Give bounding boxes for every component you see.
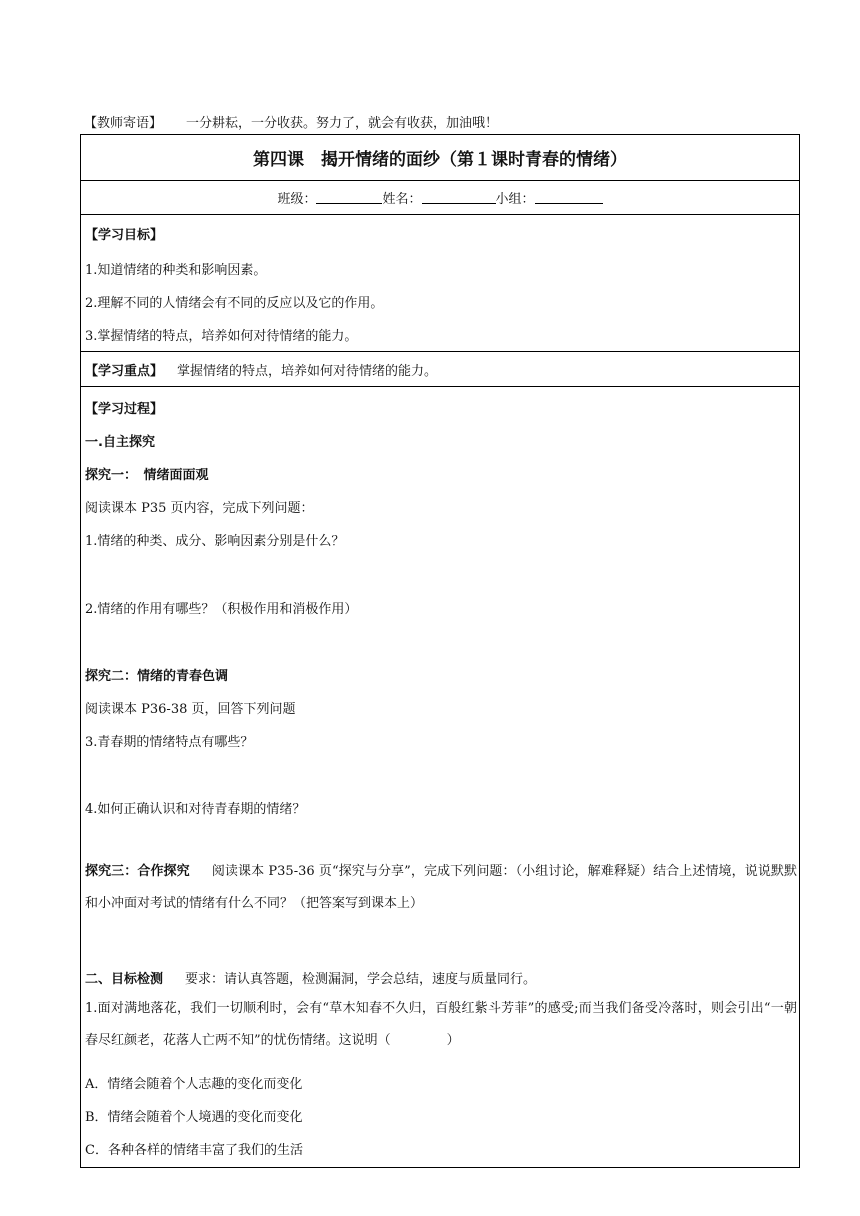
- lesson-title-box: [80, 134, 800, 181]
- key-point-label: 【学习重点】: [85, 363, 164, 379]
- section-self-explore: 一.自主探究: [85, 435, 155, 450]
- question-item: 4.如何正确认识和对待青春期的情绪？: [85, 802, 306, 817]
- explore1-title: 探究一： 情绪面面观: [85, 468, 209, 483]
- goals-heading: 【学习目标】: [85, 228, 164, 243]
- explore2-intro: 阅读课本 P36-38 页，回答下列问题: [85, 702, 296, 717]
- option-b: B．情绪会随着个人境遇的变化而变化: [85, 1110, 303, 1125]
- section-target-check: [85, 968, 536, 987]
- section2-requirement: 要求：请认真答题，检测漏洞，学会总结，速度与质量同行。: [185, 972, 537, 987]
- question-item: 3.青春期的情绪特点有哪些？: [85, 735, 254, 750]
- teacher-motto: [84, 112, 498, 131]
- class-blank[interactable]: [316, 191, 382, 204]
- question1-stem: [85, 993, 797, 1057]
- group-blank[interactable]: [535, 191, 603, 204]
- goal-item: 2.理解不同的人情绪会有不同的反应以及它的作用。: [85, 296, 384, 311]
- question1-close: ）: [446, 1033, 460, 1048]
- question-item: 1.情绪的种类、成分、影响因素分别是什么？: [85, 534, 345, 549]
- explore1-intro: 阅读课本 P35 页内容，完成下列问题：: [85, 501, 314, 516]
- lesson-title: 第四课 揭开情绪的面纱（第１课时青春的情绪）: [253, 150, 627, 170]
- question-item: 2.情绪的作用有哪些？（积极作用和消极作用）: [85, 602, 358, 617]
- goal-item: 1.知道情绪的种类和影响因素。: [85, 263, 267, 278]
- explore3-text: 阅读课本 P35-36 页“探究与分享”，完成下列问题：（小组讨论，解难释疑）结合上述情境，说说默默和小冲面对考试的情绪有什么不同？（把答案写到课本上）: [85, 864, 797, 911]
- explore2-title: 探究二：情绪的青春色调: [85, 669, 229, 684]
- class-info-row: [80, 180, 800, 215]
- name-blank[interactable]: [422, 191, 496, 204]
- motto-text: 一分耕耘，一分收获。努力了，就会有收获，加油哦！: [186, 116, 499, 131]
- process-heading: 【学习过程】: [85, 402, 164, 417]
- option-a: A．情绪会随着个人志趣的变化而变化: [85, 1077, 303, 1092]
- name-label: 姓名：: [382, 192, 422, 207]
- question1-text: 1.面对满地落花，我们一切顺利时，会有“草木知春不久归，百般红紫斗芳菲”的感受;而当我们备受冷落时，则会引出“一朝春尽红颜老，花落人亡两不知”的忧伤情绪。这说明（: [85, 1001, 797, 1048]
- key-point-box: [80, 351, 800, 387]
- learning-process-box: [80, 386, 800, 1168]
- group-label: 小组：: [495, 192, 535, 207]
- goal-item: 3.掌握情绪的特点，培养如何对待情绪的能力。: [85, 329, 358, 344]
- learning-goals-box: [80, 214, 800, 352]
- explore3-title: 探究三：合作探究: [85, 864, 190, 879]
- class-label: 班级：: [277, 192, 317, 207]
- section2-title: 二、目标检测: [85, 972, 164, 987]
- explore3-paragraph: [85, 856, 797, 920]
- key-point-text: 掌握情绪的特点，培养如何对待情绪的能力。: [177, 363, 438, 379]
- option-c: C．各种各样的情绪丰富了我们的生活: [85, 1143, 303, 1158]
- motto-label: 【教师寄语】: [84, 116, 163, 131]
